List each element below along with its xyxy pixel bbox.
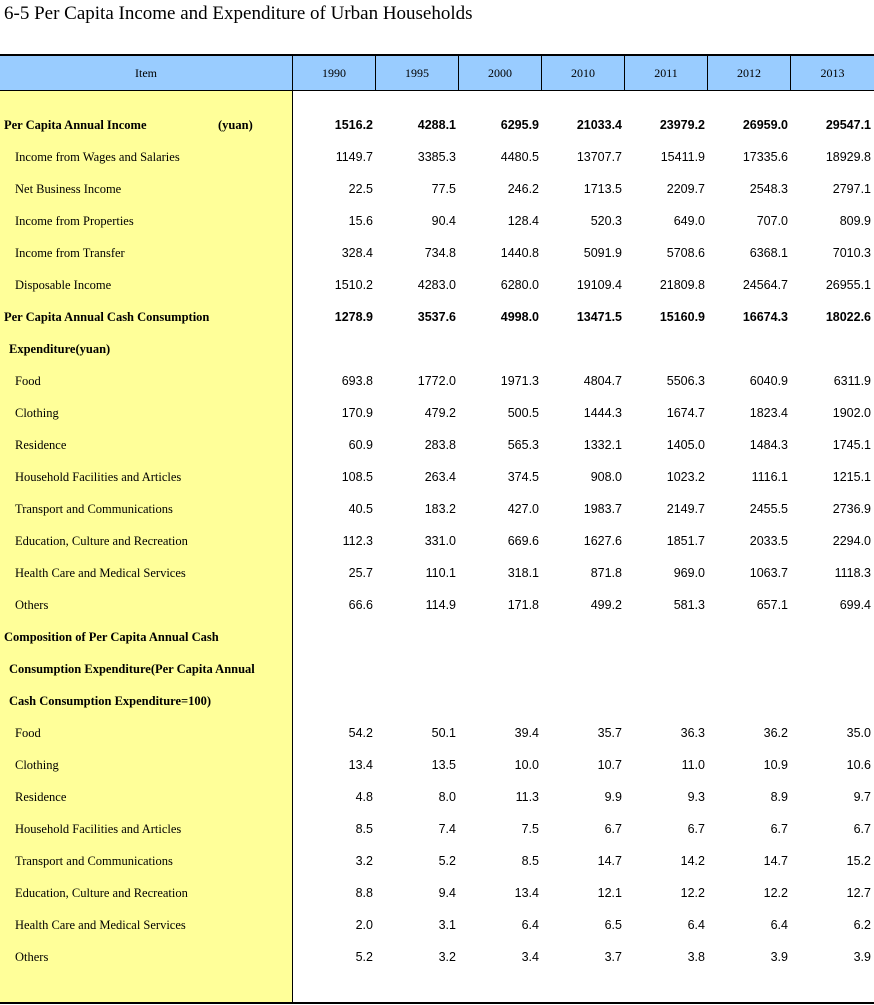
table-cell: 15160.9 xyxy=(659,310,705,324)
table-cell: 6.4 xyxy=(770,918,788,932)
table-cell: 66.6 xyxy=(348,598,373,612)
table-cell: 6368.1 xyxy=(749,246,788,260)
page-title: 6-5 Per Capita Income and Expenditure of Urban Households xyxy=(4,3,473,24)
table-cell: 2797.1 xyxy=(832,182,871,196)
table-cell: 1851.7 xyxy=(666,534,705,548)
table-cell: 17335.6 xyxy=(742,150,788,164)
row-label: Income from Wages and Salaries xyxy=(15,150,180,164)
table-bottom-rule xyxy=(0,1002,874,1004)
table-row xyxy=(0,269,874,301)
table-cell: 7010.3 xyxy=(832,246,871,260)
table-cell: 6311.9 xyxy=(833,374,871,388)
table-cell: 6.7 xyxy=(770,822,788,836)
table-cell: 39.4 xyxy=(514,726,539,740)
table-cell: 13.4 xyxy=(514,886,539,900)
row-label: Income from Transfer xyxy=(15,246,125,260)
table-cell: 1745.1 xyxy=(832,438,871,452)
table-cell: 2455.5 xyxy=(749,502,788,516)
table-cell: 734.8 xyxy=(424,246,456,260)
table-cell: 9.3 xyxy=(687,790,705,804)
table-row xyxy=(0,301,874,333)
table-row xyxy=(0,589,874,621)
header-year: 2010 xyxy=(571,66,595,80)
table-cell: 114.9 xyxy=(425,598,456,612)
table-cell: 5.2 xyxy=(438,854,456,868)
table-cell: 699.4 xyxy=(839,598,871,612)
table-cell: 54.2 xyxy=(348,726,373,740)
table-cell: 6.4 xyxy=(521,918,539,932)
table-row xyxy=(0,749,874,781)
table-row xyxy=(0,429,874,461)
table-cell: 12.2 xyxy=(763,886,788,900)
table-cell: 3.2 xyxy=(438,950,456,964)
row-label: Per Capita Annual Income xyxy=(4,118,147,132)
row-label: Residence xyxy=(15,438,67,452)
table-cell: 3385.3 xyxy=(417,150,456,164)
table-cell: 19109.4 xyxy=(576,278,622,292)
table-cell: 4804.7 xyxy=(583,374,622,388)
table-cell: 1484.3 xyxy=(749,438,788,452)
table-cell: 40.5 xyxy=(348,502,373,516)
table-cell: 14.2 xyxy=(680,854,705,868)
table-cell: 479.2 xyxy=(424,406,456,420)
table-cell: 8.5 xyxy=(521,854,539,868)
table-row xyxy=(0,365,874,397)
table-cell: 6.2 xyxy=(853,918,871,932)
table-row xyxy=(0,685,874,717)
table-cell: 649.0 xyxy=(673,214,705,228)
table-cell: 15.2 xyxy=(846,854,871,868)
table-cell: 1118.3 xyxy=(834,566,871,580)
table-cell: 36.3 xyxy=(680,726,705,740)
row-label: Clothing xyxy=(15,406,59,420)
table-cell: 8.5 xyxy=(355,822,373,836)
table-cell: 36.2 xyxy=(763,726,788,740)
table-cell: 1971.3 xyxy=(500,374,539,388)
table-cell: 24564.7 xyxy=(742,278,788,292)
row-unit: (yuan) xyxy=(218,118,253,132)
table-cell: 15411.9 xyxy=(660,150,705,164)
table-cell: 26955.1 xyxy=(825,278,871,292)
table-cell: 23979.2 xyxy=(659,118,705,132)
table-row xyxy=(0,397,874,429)
header-year: 2011 xyxy=(654,66,678,80)
table-cell: 1116.1 xyxy=(751,470,788,484)
table-cell: 328.4 xyxy=(341,246,373,260)
table-cell: 2209.7 xyxy=(666,182,705,196)
table-cell: 8.8 xyxy=(355,886,373,900)
table-cell: 60.9 xyxy=(348,438,373,452)
table-cell: 77.5 xyxy=(431,182,456,196)
table-cell: 183.2 xyxy=(424,502,456,516)
row-label: Composition of Per Capita Annual Cash xyxy=(4,630,219,644)
table-cell: 1772.0 xyxy=(417,374,456,388)
table-cell: 283.8 xyxy=(424,438,456,452)
table-cell: 4283.0 xyxy=(417,278,456,292)
table-cell: 1510.2 xyxy=(334,278,373,292)
table-row xyxy=(0,461,874,493)
row-label: Others xyxy=(15,598,49,612)
row-label: Education, Culture and Recreation xyxy=(15,886,188,900)
table-cell: 657.1 xyxy=(756,598,788,612)
row-label: Transport and Communications xyxy=(15,854,173,868)
row-label: Food xyxy=(15,374,41,388)
table-cell: 2033.5 xyxy=(749,534,788,548)
table-cell: 15.6 xyxy=(348,214,373,228)
table-row xyxy=(0,557,874,589)
table-cell: 1023.2 xyxy=(666,470,705,484)
table-cell: 14.7 xyxy=(763,854,788,868)
table-cell: 6.5 xyxy=(604,918,622,932)
table-cell: 2736.9 xyxy=(832,502,871,516)
header-year: 2013 xyxy=(820,66,845,80)
row-label: Transport and Communications xyxy=(15,502,173,516)
table-cell: 21033.4 xyxy=(576,118,622,132)
table-cell: 500.5 xyxy=(507,406,539,420)
table-cell: 13707.7 xyxy=(576,150,622,164)
table-cell: 18022.6 xyxy=(825,310,871,324)
table-cell: 4998.0 xyxy=(500,310,539,324)
table-cell: 21809.8 xyxy=(659,278,705,292)
table-cell: 14.7 xyxy=(597,854,622,868)
table-cell: 6040.9 xyxy=(749,374,788,388)
table-cell: 25.7 xyxy=(348,566,373,580)
table-cell: 809.9 xyxy=(839,214,871,228)
table-cell: 170.9 xyxy=(341,406,373,420)
table-cell: 1713.5 xyxy=(583,182,622,196)
table-cell: 7.5 xyxy=(521,822,539,836)
table-row xyxy=(0,717,874,749)
table-cell: 8.9 xyxy=(770,790,788,804)
table-cell: 12.7 xyxy=(846,886,871,900)
table-cell: 12.2 xyxy=(680,886,705,900)
table-cell: 13.5 xyxy=(431,758,456,772)
table-cell: 8.0 xyxy=(438,790,456,804)
table-cell: 669.6 xyxy=(507,534,539,548)
table-cell: 6.7 xyxy=(687,822,705,836)
table-cell: 6.7 xyxy=(604,822,622,836)
table-cell: 6295.9 xyxy=(500,118,539,132)
table-cell: 581.3 xyxy=(673,598,705,612)
table-row xyxy=(0,333,874,365)
row-label: Net Business Income xyxy=(15,182,122,196)
table-cell: 112.3 xyxy=(342,534,373,548)
table-cell: 246.2 xyxy=(507,182,539,196)
table-cell: 1627.6 xyxy=(583,534,622,548)
table-row xyxy=(0,845,874,877)
table-cell: 318.1 xyxy=(507,566,539,580)
table-cell: 4288.1 xyxy=(417,118,456,132)
table-row xyxy=(0,173,874,205)
row-label: Household Facilities and Articles xyxy=(15,822,182,836)
table-cell: 3.8 xyxy=(687,950,705,964)
table-row xyxy=(0,653,874,685)
table-cell: 5091.9 xyxy=(583,246,622,260)
row-label: Health Care and Medical Services xyxy=(15,566,186,580)
table-cell: 1902.0 xyxy=(832,406,871,420)
table-cell: 4.8 xyxy=(355,790,373,804)
table-row xyxy=(0,877,874,909)
table-cell: 969.0 xyxy=(673,566,705,580)
row-label: Cash Consumption Expenditure=100) xyxy=(9,694,212,708)
column-divider xyxy=(624,56,625,90)
table-cell: 11.0 xyxy=(681,758,705,772)
column-divider xyxy=(707,56,708,90)
table-cell: 9.9 xyxy=(604,790,622,804)
table-cell: 908.0 xyxy=(590,470,622,484)
table-row xyxy=(0,109,874,141)
table-cell: 6.4 xyxy=(687,918,705,932)
table-cell: 1405.0 xyxy=(666,438,705,452)
table-header xyxy=(0,56,874,91)
table-cell: 9.4 xyxy=(438,886,456,900)
row-label: Health Care and Medical Services xyxy=(15,918,186,932)
table-cell: 1516.2 xyxy=(334,118,373,132)
table-cell: 3.9 xyxy=(853,950,871,964)
table-cell: 1983.7 xyxy=(583,502,622,516)
table-cell: 13471.5 xyxy=(576,310,622,324)
header-year: 1995 xyxy=(405,66,429,80)
header-year: 2012 xyxy=(737,66,761,80)
row-label: Expenditure(yuan) xyxy=(9,342,111,356)
table-cell: 693.8 xyxy=(341,374,373,388)
table-cell: 3.7 xyxy=(604,950,622,964)
table-cell: 11.3 xyxy=(515,790,539,804)
table-cell: 18929.8 xyxy=(825,150,871,164)
table-cell: 110.1 xyxy=(425,566,456,580)
table-cell: 499.2 xyxy=(590,598,622,612)
table-row xyxy=(0,237,874,269)
table-cell: 1674.7 xyxy=(666,406,705,420)
row-label: Consumption Expenditure(Per Capita Annual xyxy=(9,662,255,676)
table-cell: 871.8 xyxy=(590,566,622,580)
row-label: Income from Properties xyxy=(15,214,134,228)
table-cell: 2.0 xyxy=(355,918,373,932)
table-cell: 5506.3 xyxy=(666,374,705,388)
table-cell: 1823.4 xyxy=(749,406,788,420)
row-label: Per Capita Annual Cash Consumption xyxy=(4,310,210,324)
header-year: 1990 xyxy=(322,66,346,80)
table-cell: 1215.1 xyxy=(832,470,871,484)
table-cell: 29547.1 xyxy=(825,118,871,132)
table-cell: 108.5 xyxy=(341,470,373,484)
table-row xyxy=(0,941,874,973)
table-cell: 1149.7 xyxy=(335,150,373,164)
row-label: Education, Culture and Recreation xyxy=(15,534,188,548)
row-label: Clothing xyxy=(15,758,59,772)
table-cell: 26959.0 xyxy=(742,118,788,132)
table-row xyxy=(0,525,874,557)
table-row xyxy=(0,621,874,653)
column-divider xyxy=(458,56,459,90)
table-cell: 10.7 xyxy=(597,758,622,772)
table-row xyxy=(0,909,874,941)
table-row xyxy=(0,205,874,237)
table-cell: 263.4 xyxy=(424,470,456,484)
table-cell: 565.3 xyxy=(507,438,539,452)
table-cell: 520.3 xyxy=(590,214,622,228)
row-label: Food xyxy=(15,726,41,740)
table-cell: 16674.3 xyxy=(742,310,788,324)
table-cell: 10.0 xyxy=(514,758,539,772)
table-cell: 10.9 xyxy=(763,758,788,772)
table-cell: 171.8 xyxy=(507,598,539,612)
table-cell: 128.4 xyxy=(507,214,539,228)
table-row xyxy=(0,141,874,173)
table-cell: 90.4 xyxy=(431,214,456,228)
table-cell: 2149.7 xyxy=(666,502,705,516)
table-cell: 1278.9 xyxy=(334,310,373,324)
table-cell: 1440.8 xyxy=(500,246,539,260)
column-divider xyxy=(375,56,376,90)
table-cell: 12.1 xyxy=(597,886,622,900)
row-label: Household Facilities and Articles xyxy=(15,470,182,484)
table-cell: 3537.6 xyxy=(417,310,456,324)
table-cell: 9.7 xyxy=(853,790,871,804)
header-year: 2000 xyxy=(488,66,512,80)
column-divider xyxy=(790,56,791,90)
column-divider xyxy=(541,56,542,90)
table-row xyxy=(0,493,874,525)
table-row xyxy=(0,781,874,813)
table-cell: 707.0 xyxy=(756,214,788,228)
table-cell: 5708.6 xyxy=(666,246,705,260)
table-row xyxy=(0,813,874,845)
table-cell: 1332.1 xyxy=(583,438,622,452)
row-label: Disposable Income xyxy=(15,278,112,292)
table-cell: 7.4 xyxy=(438,822,456,836)
table-cell: 1063.7 xyxy=(749,566,788,580)
table-cell: 35.0 xyxy=(846,726,871,740)
table-cell: 3.9 xyxy=(770,950,788,964)
table-cell: 3.4 xyxy=(521,950,539,964)
table-cell: 35.7 xyxy=(597,726,622,740)
table-cell: 331.0 xyxy=(424,534,456,548)
table-cell: 2294.0 xyxy=(832,534,871,548)
table-cell: 427.0 xyxy=(507,502,539,516)
table-cell: 2548.3 xyxy=(749,182,788,196)
row-label: Residence xyxy=(15,790,67,804)
table-cell: 374.5 xyxy=(507,470,539,484)
table-cell: 3.2 xyxy=(355,854,373,868)
table-cell: 50.1 xyxy=(431,726,456,740)
table-cell: 22.5 xyxy=(348,182,373,196)
table-cell: 3.1 xyxy=(438,918,456,932)
table-cell: 10.6 xyxy=(846,758,871,772)
table-cell: 5.2 xyxy=(355,950,373,964)
table-cell: 6.7 xyxy=(853,822,871,836)
table-cell: 1444.3 xyxy=(583,406,622,420)
table-cell: 13.4 xyxy=(348,758,373,772)
table-cell: 4480.5 xyxy=(500,150,539,164)
table-cell: 6280.0 xyxy=(500,278,539,292)
row-label: Others xyxy=(15,950,49,964)
header-item: Item xyxy=(135,66,157,80)
